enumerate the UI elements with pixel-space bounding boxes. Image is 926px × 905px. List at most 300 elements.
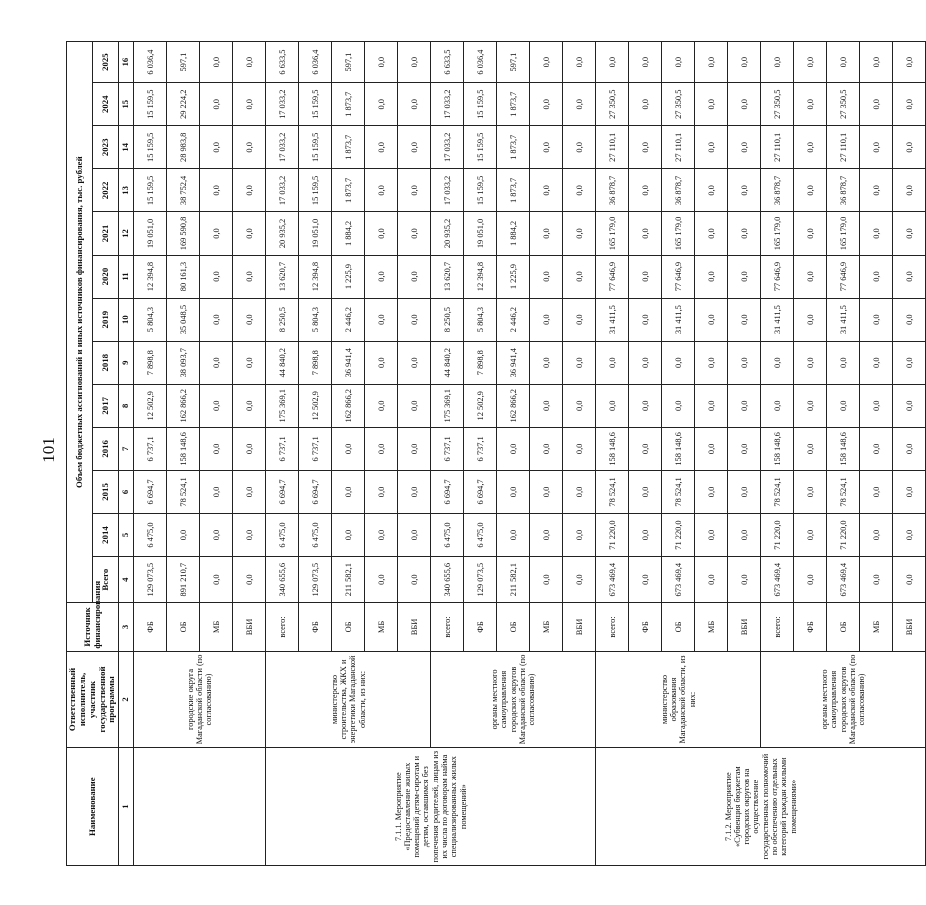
year-value-cell: 17 033,2 [266,126,299,169]
source-cell: ОБ [167,603,200,651]
year-value-cell: 0,0 [728,83,761,126]
measure-name: 7.1.2. Мероприятие «Субвенция бюджетам городских округов на осуществление государственных полномочий по обеспечению отдельных категорий граждан жилыми помещениями» [596,748,926,866]
year-value-cell: 158 148,6 [167,427,200,470]
year-value-cell: 12 394,8 [299,255,332,298]
year-value-cell: 0,0 [893,83,926,126]
column-number: 10 [119,298,134,341]
year-value-cell: 0,0 [728,255,761,298]
year-value-cell: 0,0 [365,427,398,470]
header-year: 2016 [93,427,119,470]
year-value-cell: 0,0 [497,513,530,556]
header-year: 2017 [93,384,119,427]
year-value-cell: 0,0 [860,513,893,556]
source-cell: всего: [431,603,464,651]
year-value-cell: 0,0 [827,341,860,384]
year-value-cell: 0,0 [530,427,563,470]
year-value-cell: 6 694,7 [134,470,167,513]
year-value-cell: 0,0 [728,298,761,341]
year-value-cell: 0,0 [728,212,761,255]
year-value-cell: 71 220,0 [596,513,629,556]
year-value-cell: 7 898,8 [134,341,167,384]
total-cell: 0,0 [893,557,926,603]
year-value-cell: 0,0 [233,169,266,212]
year-value-cell: 38 752,4 [167,169,200,212]
table-row [761,42,794,866]
year-value-cell: 6 633,5 [266,42,299,83]
year-value-cell: 0,0 [860,255,893,298]
year-value-cell: 19 051,0 [134,212,167,255]
total-cell: 0,0 [398,557,431,603]
financing-table [66,41,926,866]
year-value-cell: 0,0 [728,513,761,556]
year-value-cell: 12 394,8 [464,255,497,298]
year-value-cell: 0,0 [530,126,563,169]
year-value-cell: 0,0 [563,255,596,298]
year-value-cell: 31 411,5 [761,298,794,341]
year-value-cell: 0,0 [728,169,761,212]
year-value-cell: 15 159,5 [464,126,497,169]
year-value-cell: 0,0 [860,126,893,169]
year-value-cell: 0,0 [167,513,200,556]
year-value-cell: 1 873,7 [497,83,530,126]
year-value-cell: 0,0 [662,341,695,384]
year-value-cell: 0,0 [893,341,926,384]
year-value-cell: 0,0 [629,298,662,341]
source-cell: всего: [761,603,794,651]
year-value-cell: 0,0 [200,513,233,556]
executor-cell: городские округа Магаданской области (по согласованию) [134,651,266,748]
source-cell: ФБ [794,603,827,651]
source-cell: ФБ [464,603,497,651]
executor-cell: органы местного самоуправления городских округов Магаданской области (по согласованию) [761,651,926,748]
year-value-cell: 19 051,0 [299,212,332,255]
year-value-cell: 158 148,6 [827,427,860,470]
year-value-cell: 0,0 [860,42,893,83]
header-year: 2014 [93,513,119,556]
year-value-cell: 0,0 [398,255,431,298]
year-value-cell: 27 350,5 [596,83,629,126]
year-value-cell: 165 179,0 [596,212,629,255]
year-value-cell: 71 220,0 [662,513,695,556]
year-value-cell: 1 873,7 [332,126,365,169]
year-value-cell: 17 033,2 [431,83,464,126]
year-value-cell: 0,0 [794,513,827,556]
year-value-cell: 27 110,1 [761,126,794,169]
year-value-cell: 0,0 [596,384,629,427]
source-cell: МБ [695,603,728,651]
total-cell: 0,0 [530,557,563,603]
header-name: Наименование [67,748,119,866]
year-value-cell: 12 502,9 [134,384,167,427]
source-cell: ФБ [134,603,167,651]
year-value-cell: 0,0 [200,212,233,255]
year-value-cell: 0,0 [728,126,761,169]
total-cell: 0,0 [200,557,233,603]
total-cell: 0,0 [695,557,728,603]
year-value-cell: 78 524,1 [167,470,200,513]
year-value-cell: 0,0 [233,42,266,83]
year-value-cell: 0,0 [860,427,893,470]
year-value-cell: 77 646,9 [662,255,695,298]
source-cell: ВБИ [728,603,761,651]
year-value-cell: 27 110,1 [662,126,695,169]
total-cell: 0,0 [629,557,662,603]
year-value-cell: 0,0 [398,126,431,169]
year-value-cell: 0,0 [332,470,365,513]
year-value-cell: 0,0 [893,42,926,83]
year-value-cell: 15 159,5 [299,126,332,169]
year-value-cell: 6 475,0 [299,513,332,556]
year-value-cell: 0,0 [893,427,926,470]
year-value-cell: 0,0 [695,341,728,384]
year-value-cell: 1 873,7 [332,83,365,126]
year-value-cell: 71 220,0 [761,513,794,556]
column-number: 4 [119,557,134,603]
year-value-cell: 27 110,1 [596,126,629,169]
year-value-cell: 0,0 [728,341,761,384]
year-value-cell: 6 737,1 [299,427,332,470]
year-value-cell: 0,0 [761,42,794,83]
year-value-cell: 0,0 [530,255,563,298]
year-value-cell: 36 878,7 [662,169,695,212]
year-value-cell: 597,1 [167,42,200,83]
total-cell: 129 073,5 [299,557,332,603]
year-value-cell: 0,0 [398,212,431,255]
header-year: 2020 [93,255,119,298]
year-value-cell: 0,0 [332,513,365,556]
year-value-cell: 6 475,0 [464,513,497,556]
header-year: 2022 [93,169,119,212]
year-value-cell: 1 884,2 [497,212,530,255]
year-value-cell: 20 935,2 [266,212,299,255]
source-cell: ОБ [662,603,695,651]
year-value-cell: 13 620,7 [266,255,299,298]
year-value-cell: 27 350,5 [827,83,860,126]
column-number: 15 [119,83,134,126]
year-value-cell: 0,0 [794,255,827,298]
year-value-cell: 44 840,2 [266,341,299,384]
header-year: 2018 [93,341,119,384]
total-cell: 0,0 [860,557,893,603]
year-value-cell: 0,0 [365,384,398,427]
year-value-cell: 0,0 [728,384,761,427]
year-value-cell: 0,0 [794,470,827,513]
year-value-cell: 6 036,4 [464,42,497,83]
year-value-cell: 0,0 [563,126,596,169]
year-value-cell: 0,0 [200,255,233,298]
year-value-cell: 36 941,4 [497,341,530,384]
year-value-cell: 0,0 [530,341,563,384]
year-value-cell: 19 051,0 [464,212,497,255]
header-total: Всего [93,557,119,603]
year-value-cell: 17 033,2 [266,169,299,212]
year-value-cell: 77 646,9 [827,255,860,298]
year-value-cell: 0,0 [563,298,596,341]
year-value-cell: 6 475,0 [431,513,464,556]
year-value-cell: 78 524,1 [662,470,695,513]
year-value-cell: 71 220,0 [827,513,860,556]
source-cell: ВБИ [563,603,596,651]
year-value-cell: 2 446,2 [332,298,365,341]
year-value-cell: 15 159,5 [134,126,167,169]
table-row [266,42,299,866]
year-value-cell: 0,0 [497,427,530,470]
year-value-cell: 0,0 [233,470,266,513]
year-value-cell: 6 475,0 [134,513,167,556]
total-cell: 891 210,7 [167,557,200,603]
year-value-cell: 0,0 [695,255,728,298]
year-value-cell: 158 148,6 [662,427,695,470]
header-source: Источник финансирования [67,603,119,651]
year-value-cell: 0,0 [233,255,266,298]
total-cell: 673 469,4 [761,557,794,603]
total-cell: 211 582,1 [497,557,530,603]
year-value-cell: 0,0 [629,384,662,427]
year-value-cell: 0,0 [794,427,827,470]
page-number: 101 [38,437,58,463]
year-value-cell: 7 898,8 [464,341,497,384]
column-number: 8 [119,384,134,427]
year-value-cell: 0,0 [563,42,596,83]
year-value-cell: 0,0 [398,83,431,126]
year-value-cell: 175 369,1 [266,384,299,427]
year-value-cell: 1 884,2 [332,212,365,255]
year-value-cell: 29 224,2 [167,83,200,126]
year-value-cell: 0,0 [629,255,662,298]
year-value-cell: 0,0 [860,470,893,513]
year-value-cell: 15 159,5 [134,83,167,126]
year-value-cell: 0,0 [563,513,596,556]
year-value-cell: 12 502,9 [299,384,332,427]
year-value-cell: 0,0 [794,384,827,427]
year-value-cell: 36 941,4 [332,341,365,384]
year-value-cell: 162 866,2 [332,384,365,427]
year-value-cell: 0,0 [332,427,365,470]
table-row [596,42,629,866]
year-value-cell: 0,0 [893,298,926,341]
year-value-cell: 0,0 [398,427,431,470]
year-value-cell: 0,0 [728,427,761,470]
measure-name: 7.1.1. Мероприятие «Предоставление жилых помещений детям-сиротам и детям, оставшимся без попечения родителей, лицам из их числа по договорам найма специализированных жилых помещений» [266,748,596,866]
source-cell: ОБ [827,603,860,651]
executor-cell: министерство образования Магаданской области, из них: [596,651,761,748]
total-cell: 0,0 [365,557,398,603]
year-value-cell: 0,0 [365,341,398,384]
year-value-cell: 36 878,7 [827,169,860,212]
year-value-cell: 17 033,2 [266,83,299,126]
header-year: 2023 [93,126,119,169]
header-year: 2024 [93,83,119,126]
year-value-cell: 6 694,7 [431,470,464,513]
year-value-cell: 5 804,3 [299,298,332,341]
year-value-cell: 2 446,2 [497,298,530,341]
year-value-cell: 28 983,8 [167,126,200,169]
year-value-cell: 0,0 [728,470,761,513]
year-value-cell: 36 878,7 [761,169,794,212]
year-value-cell: 0,0 [365,513,398,556]
column-number: 13 [119,169,134,212]
year-value-cell: 0,0 [365,298,398,341]
column-number: 5 [119,513,134,556]
year-value-cell: 0,0 [365,126,398,169]
table-row [134,42,167,866]
year-value-cell: 27 350,5 [662,83,695,126]
source-cell: ОБ [332,603,365,651]
total-cell: 129 073,5 [464,557,497,603]
year-value-cell: 0,0 [629,126,662,169]
year-value-cell: 158 148,6 [596,427,629,470]
header-year: 2015 [93,470,119,513]
year-value-cell: 0,0 [860,83,893,126]
year-value-cell: 169 590,8 [167,212,200,255]
year-value-cell: 0,0 [200,470,233,513]
year-value-cell: 0,0 [563,169,596,212]
year-value-cell: 0,0 [860,212,893,255]
year-value-cell: 0,0 [233,298,266,341]
year-value-cell: 0,0 [530,513,563,556]
column-number: 7 [119,427,134,470]
year-value-cell: 0,0 [365,470,398,513]
table-row [431,42,464,866]
year-value-cell: 6 694,7 [266,470,299,513]
total-cell: 211 582,1 [332,557,365,603]
year-value-cell: 13 620,7 [431,255,464,298]
source-cell: всего: [266,603,299,651]
year-value-cell: 0,0 [596,341,629,384]
year-value-cell: 31 411,5 [662,298,695,341]
year-value-cell: 0,0 [398,470,431,513]
year-value-cell: 17 033,2 [431,126,464,169]
year-value-cell: 7 898,8 [299,341,332,384]
column-number: 16 [119,42,134,83]
year-value-cell: 0,0 [530,470,563,513]
year-value-cell: 27 350,5 [761,83,794,126]
year-value-cell: 0,0 [233,341,266,384]
source-cell: ВБИ [398,603,431,651]
header-year: 2021 [93,212,119,255]
year-value-cell: 8 250,5 [431,298,464,341]
year-value-cell: 0,0 [530,212,563,255]
year-value-cell: 0,0 [794,169,827,212]
year-value-cell: 6 737,1 [134,427,167,470]
year-value-cell: 0,0 [530,42,563,83]
year-value-cell: 0,0 [629,427,662,470]
year-value-cell: 165 179,0 [761,212,794,255]
year-value-cell: 6 475,0 [266,513,299,556]
year-value-cell: 162 866,2 [167,384,200,427]
year-value-cell: 0,0 [530,169,563,212]
year-value-cell: 0,0 [200,42,233,83]
year-value-cell: 0,0 [794,126,827,169]
year-value-cell: 0,0 [233,513,266,556]
year-value-cell: 1 225,9 [332,255,365,298]
header-executor: Ответственный исполнитель, участник государственной программы [67,651,119,748]
year-value-cell: 0,0 [200,384,233,427]
year-value-cell: 0,0 [233,126,266,169]
year-value-cell: 6 633,5 [431,42,464,83]
total-cell: 673 469,4 [596,557,629,603]
source-cell: МБ [530,603,563,651]
year-value-cell: 0,0 [563,341,596,384]
year-value-cell: 0,0 [398,298,431,341]
year-value-cell: 0,0 [695,470,728,513]
year-value-cell: 0,0 [365,169,398,212]
year-value-cell: 0,0 [563,212,596,255]
year-value-cell: 597,1 [332,42,365,83]
year-value-cell: 0,0 [398,384,431,427]
year-value-cell: 0,0 [695,126,728,169]
year-value-cell: 0,0 [794,83,827,126]
year-value-cell: 6 036,4 [134,42,167,83]
total-cell: 0,0 [563,557,596,603]
year-value-cell: 0,0 [365,212,398,255]
year-value-cell: 6 737,1 [464,427,497,470]
column-number: 9 [119,341,134,384]
year-value-cell: 78 524,1 [827,470,860,513]
year-value-cell: 0,0 [761,341,794,384]
header-year: 2025 [93,42,119,83]
total-cell: 673 469,4 [827,557,860,603]
executor-cell: органы местного самоуправления городских округов Магаданской области (по согласованию) [431,651,596,748]
total-cell: 0,0 [233,557,266,603]
year-value-cell: 0,0 [827,42,860,83]
year-value-cell: 0,0 [695,427,728,470]
year-value-cell: 162 866,2 [497,384,530,427]
total-cell: 340 655,6 [266,557,299,603]
year-value-cell: 0,0 [563,427,596,470]
year-value-cell: 5 804,3 [464,298,497,341]
year-value-cell: 20 935,2 [431,212,464,255]
header-row-numbers [119,42,134,866]
year-value-cell: 0,0 [860,298,893,341]
year-value-cell: 6 737,1 [431,427,464,470]
year-value-cell: 0,0 [200,341,233,384]
total-cell: 673 469,4 [662,557,695,603]
year-value-cell: 12 502,9 [464,384,497,427]
year-value-cell: 0,0 [695,384,728,427]
executor-cell: министерство строительства, ЖКХ и энергетики Магаданской области, из них: [266,651,431,748]
year-value-cell: 0,0 [365,255,398,298]
year-value-cell: 0,0 [398,169,431,212]
year-value-cell: 175 369,1 [431,384,464,427]
year-value-cell: 6 036,4 [299,42,332,83]
header-row-top [67,42,93,866]
year-value-cell: 0,0 [662,384,695,427]
column-number: 3 [119,603,134,651]
column-number: 12 [119,212,134,255]
year-value-cell: 0,0 [893,126,926,169]
year-value-cell: 80 161,3 [167,255,200,298]
year-value-cell: 0,0 [695,83,728,126]
year-value-cell: 0,0 [629,212,662,255]
year-value-cell: 15 159,5 [464,169,497,212]
header-volume: Объем бюджетных ассигнований и иных источников финансирования, тыс. рублей [67,42,93,603]
source-cell: ФБ [629,603,662,651]
total-cell: 340 655,6 [431,557,464,603]
year-value-cell: 15 159,5 [299,83,332,126]
column-number: 11 [119,255,134,298]
year-value-cell: 0,0 [695,169,728,212]
year-value-cell: 0,0 [365,42,398,83]
column-number: 1 [119,748,134,866]
year-value-cell: 0,0 [365,83,398,126]
year-value-cell: 0,0 [233,384,266,427]
year-value-cell: 0,0 [695,513,728,556]
year-value-cell: 15 159,5 [464,83,497,126]
year-value-cell: 12 394,8 [134,255,167,298]
year-value-cell: 17 033,2 [431,169,464,212]
year-value-cell: 0,0 [398,513,431,556]
